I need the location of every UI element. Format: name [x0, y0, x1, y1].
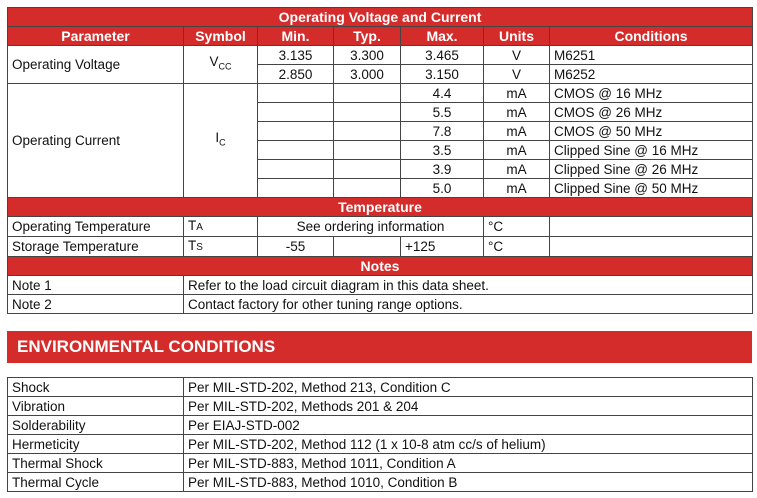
table-row: [8, 378, 753, 397]
note-label: Note 2: [8, 295, 184, 314]
table-row: [8, 217, 753, 237]
units-cell: mA: [484, 179, 550, 198]
env-value: Per EIAJ-STD-002: [184, 416, 753, 435]
min-cell: [258, 179, 334, 198]
env-label: Thermal Cycle: [8, 473, 184, 492]
table-row: [8, 276, 753, 295]
env-label: Hermeticity: [8, 435, 184, 454]
temperature-title: Temperature: [8, 198, 753, 217]
table-row: [8, 237, 753, 257]
table-row: [8, 473, 753, 492]
vcc-symbol: $V_{CC}$: [184, 46, 258, 84]
conditions-cell: [550, 217, 753, 237]
ta-symbol: TA: [184, 217, 258, 237]
units-cell: mA: [484, 122, 550, 141]
typ-cell: [334, 179, 401, 198]
note-label: Note 1: [8, 276, 184, 295]
env-value: Per MIL-STD-202, Methods 201 & 204: [184, 397, 753, 416]
typ-cell: [334, 141, 401, 160]
table-row: [8, 416, 753, 435]
voltage-current-title: Operating Voltage and Current: [8, 8, 753, 27]
min-cell: -55: [258, 237, 334, 257]
notes-title: Notes: [8, 257, 753, 276]
typ-cell: 3.000: [334, 65, 401, 84]
column-header-row: [8, 27, 753, 46]
units-cell: mA: [484, 103, 550, 122]
env-label: Shock: [8, 378, 184, 397]
voltage-current-banner: [8, 8, 753, 27]
max-cell: 3.150: [401, 65, 484, 84]
max-cell: 3.465: [401, 46, 484, 65]
env-label: Thermal Shock: [8, 454, 184, 473]
conditions-cell: Clipped Sine @ 16 MHz: [550, 141, 753, 160]
typ-cell: 3.300: [334, 46, 401, 65]
storage-temperature-label: Storage Temperature: [8, 237, 184, 257]
environmental-conditions-heading: ENVIRONMENTAL CONDITIONS: [7, 331, 752, 363]
units-cell: mA: [484, 160, 550, 179]
operating-voltage-label: Operating Voltage: [8, 46, 184, 84]
note-text: Refer to the load circuit diagram in this data sheet.: [184, 276, 753, 295]
operating-current-label: Operating Current: [8, 84, 184, 198]
typ-cell: [334, 160, 401, 179]
operating-temperature-value: See ordering information: [258, 217, 484, 237]
units-cell: V: [484, 65, 550, 84]
max-cell: 5.0: [401, 179, 484, 198]
units-cell: mA: [484, 84, 550, 103]
typ-cell: [334, 103, 401, 122]
typ-cell: [334, 84, 401, 103]
max-cell: 4.4: [401, 84, 484, 103]
temperature-banner: [8, 198, 753, 217]
note-text: Contact factory for other tuning range options.: [184, 295, 753, 314]
min-cell: [258, 84, 334, 103]
env-value: Per MIL-STD-883, Method 1010, Condition B: [184, 473, 753, 492]
environmental-table: [7, 377, 753, 492]
conditions-cell: CMOS @ 50 MHz: [550, 122, 753, 141]
min-cell: 2.850: [258, 65, 334, 84]
conditions-cell: [550, 237, 753, 257]
table-row: [8, 454, 753, 473]
conditions-cell: CMOS @ 26 MHz: [550, 103, 753, 122]
env-value: Per MIL-STD-202, Method 213, Condition C: [184, 378, 753, 397]
env-value: Per MIL-STD-202, Method 112 (1 x 10-8 atm cc/s of helium): [184, 435, 753, 454]
env-label: Solderability: [8, 416, 184, 435]
table-row: [8, 435, 753, 454]
operating-temperature-label: Operating Temperature: [8, 217, 184, 237]
units-cell: mA: [484, 141, 550, 160]
col-header-typ: Typ.: [334, 27, 401, 46]
max-cell: 7.8: [401, 122, 484, 141]
conditions-cell: CMOS @ 16 MHz: [550, 84, 753, 103]
col-header-units: Units: [484, 27, 550, 46]
min-cell: [258, 141, 334, 160]
max-cell: 3.5: [401, 141, 484, 160]
min-cell: [258, 103, 334, 122]
spec-table: [7, 7, 753, 314]
col-header-conditions: Conditions: [550, 27, 753, 46]
env-value: Per MIL-STD-883, Method 1011, Condition A: [184, 454, 753, 473]
conditions-cell: M6251: [550, 46, 753, 65]
conditions-cell: M6252: [550, 65, 753, 84]
max-cell: +125: [401, 237, 484, 257]
typ-cell: [334, 122, 401, 141]
notes-banner: [8, 257, 753, 276]
min-cell: [258, 160, 334, 179]
min-cell: 3.135: [258, 46, 334, 65]
col-header-symbol: Symbol: [184, 27, 258, 46]
col-header-min: Min.: [258, 27, 334, 46]
conditions-cell: Clipped Sine @ 26 MHz: [550, 160, 753, 179]
table-row: [8, 397, 753, 416]
env-label: Vibration: [8, 397, 184, 416]
ts-symbol: TS: [184, 237, 258, 257]
table-row: [8, 295, 753, 314]
col-header-max: Max.: [401, 27, 484, 46]
ic-symbol: $I_C$: [184, 84, 258, 198]
max-cell: 5.5: [401, 103, 484, 122]
table-row: [8, 46, 753, 65]
typ-cell: [334, 237, 401, 257]
max-cell: 3.9: [401, 160, 484, 179]
units-cell: V: [484, 46, 550, 65]
units-cell: °C: [484, 217, 550, 237]
col-header-parameter: Parameter: [8, 27, 184, 46]
units-cell: °C: [484, 237, 550, 257]
table-row: [8, 84, 753, 103]
min-cell: [258, 122, 334, 141]
conditions-cell: Clipped Sine @ 50 MHz: [550, 179, 753, 198]
